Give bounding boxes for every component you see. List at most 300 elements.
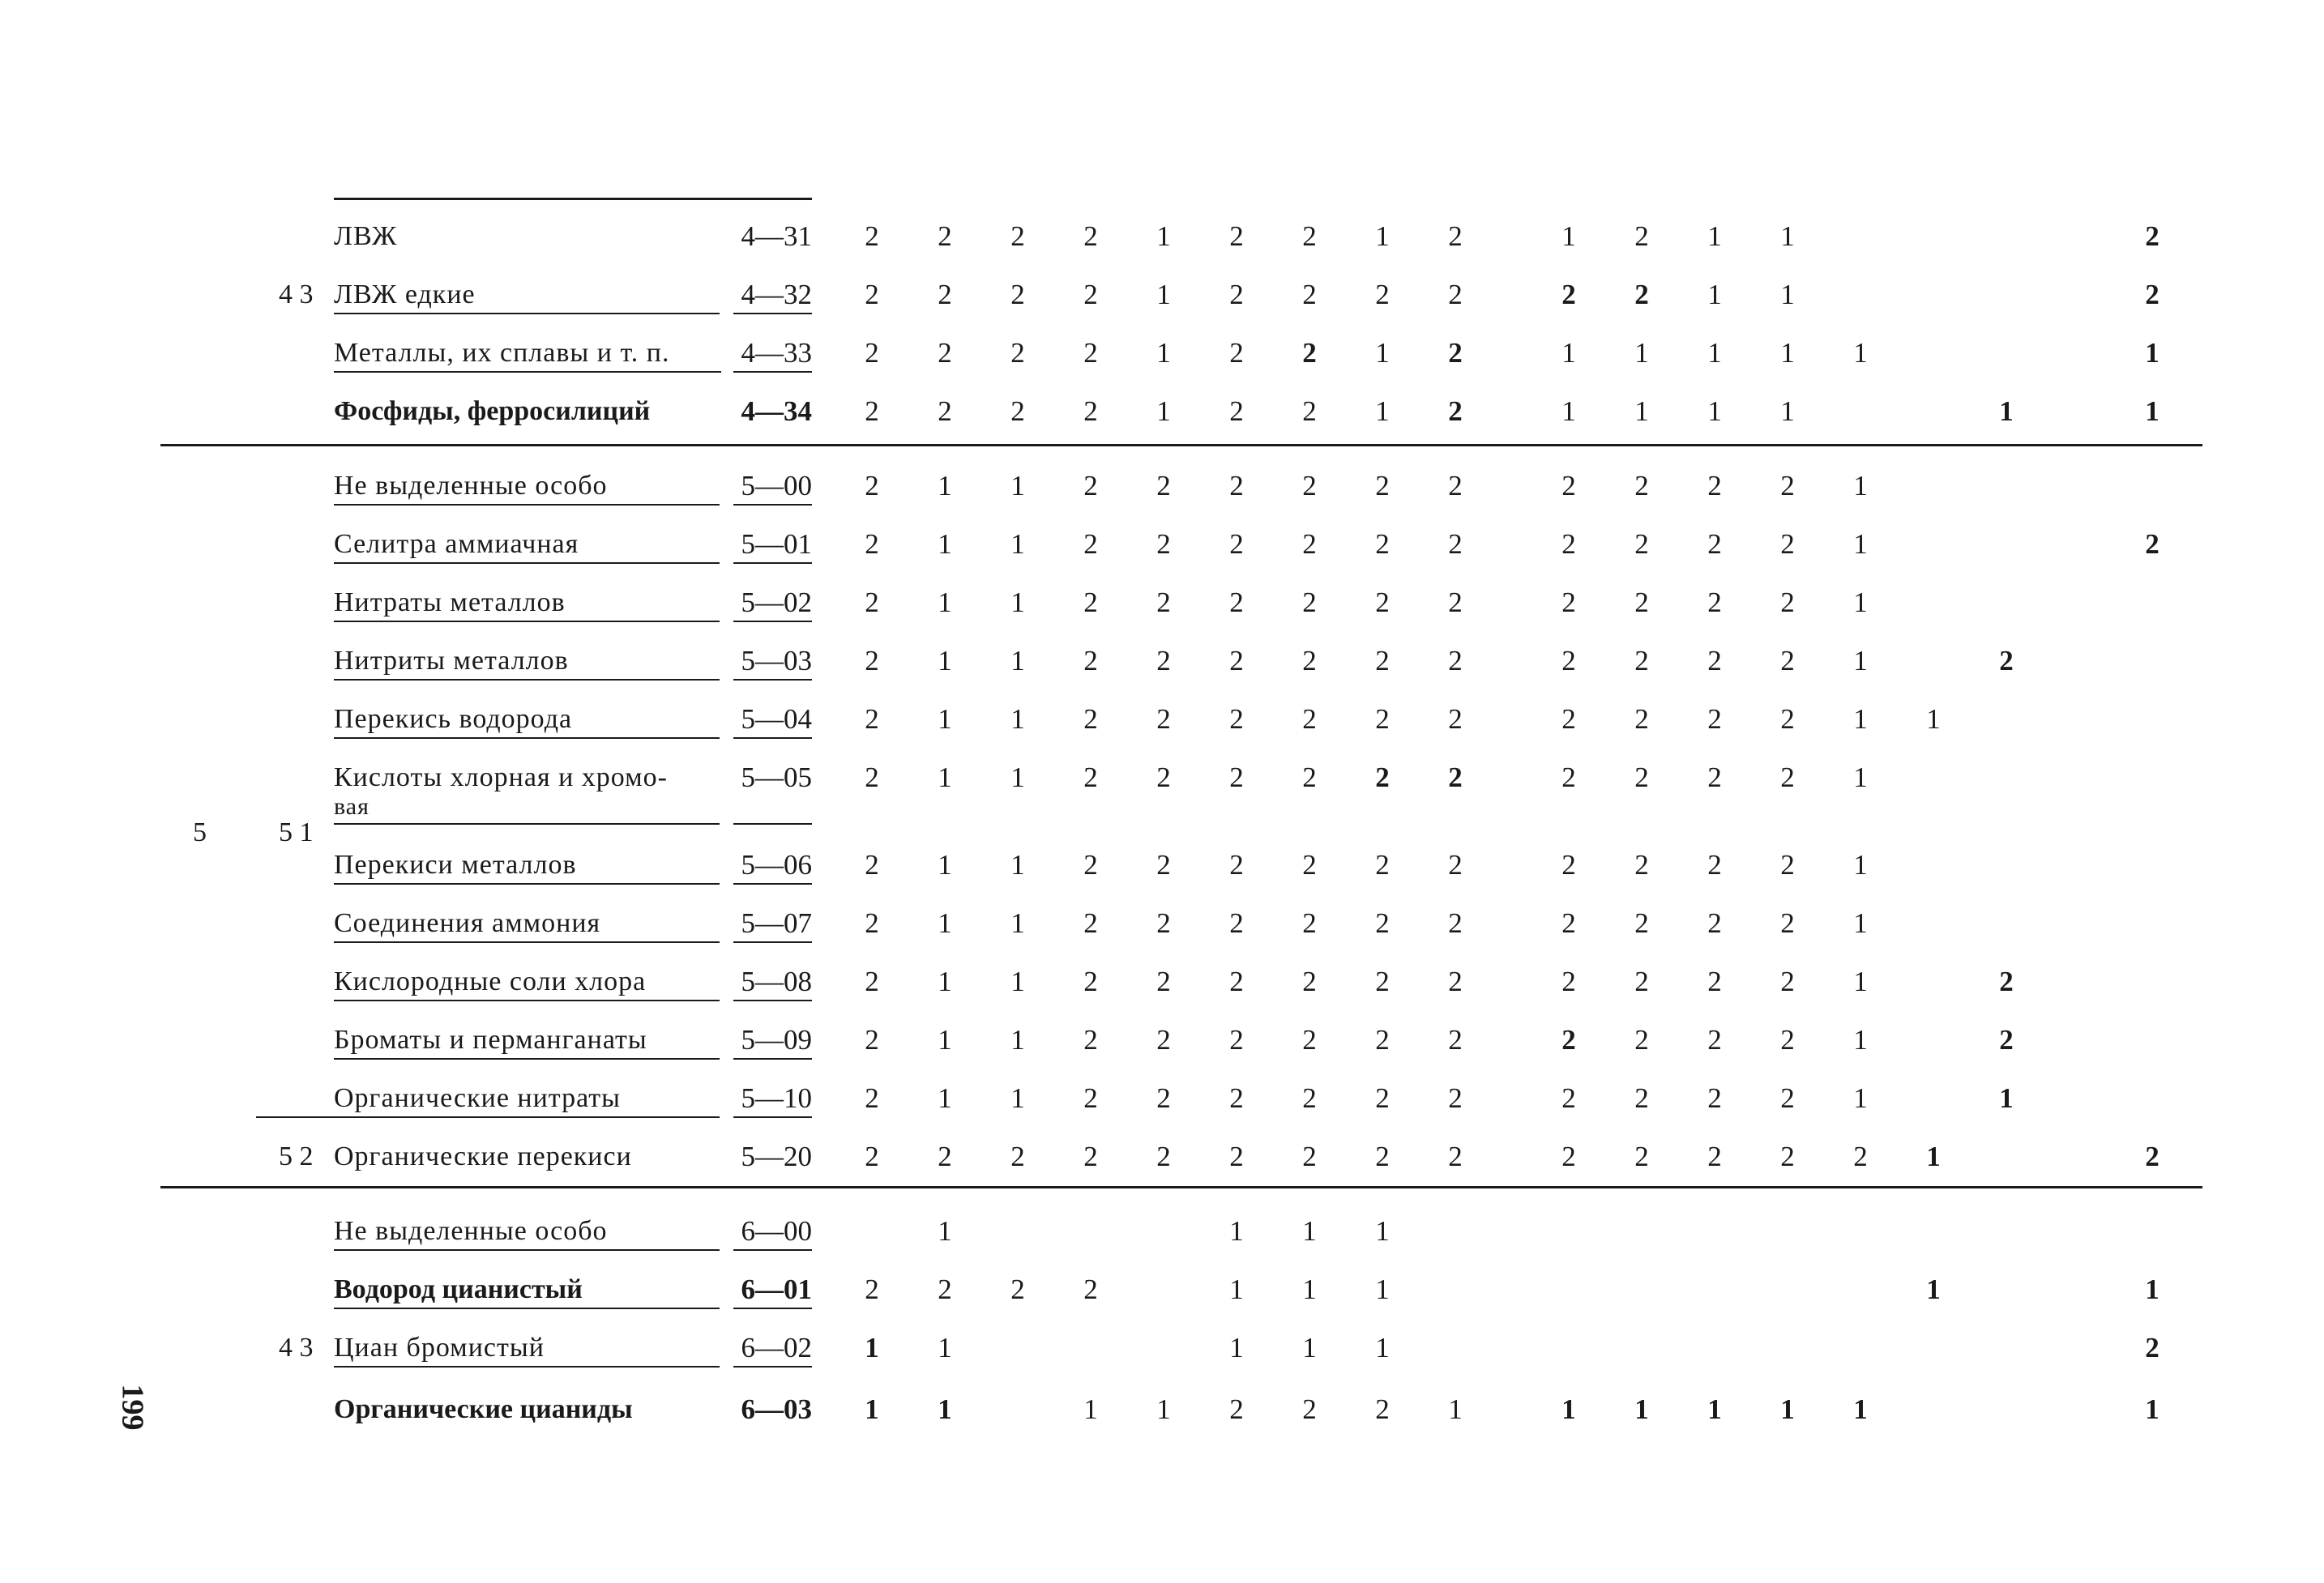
table-cell: 2	[1375, 587, 1390, 618]
code-underline	[733, 313, 812, 314]
table-cell: 1	[1853, 470, 1868, 501]
table-cell: 1	[1010, 528, 1025, 560]
table-cell: 2	[1229, 762, 1244, 793]
row-code: 5—03	[741, 645, 812, 676]
table-cell: 1	[1853, 1024, 1868, 1056]
table-cell: 2	[1010, 395, 1025, 427]
table-cell: 2	[1010, 1141, 1025, 1172]
table-cell: 1	[1780, 337, 1795, 369]
row-name: Органические цианиды	[334, 1394, 633, 1424]
table-cell: 2	[1634, 1082, 1649, 1114]
code-underline	[733, 823, 812, 825]
table-cell: 1	[938, 1332, 952, 1363]
table-cell: 1	[1229, 1332, 1244, 1363]
table-cell: 2	[865, 587, 879, 618]
table-cell: 2	[2145, 220, 2160, 252]
code-underline	[733, 941, 812, 943]
table-cell: 2	[865, 279, 879, 310]
table-cell: 2	[1707, 1082, 1722, 1114]
table-cell: 1	[938, 645, 952, 676]
table-cell: 1	[2145, 1274, 2160, 1305]
table-cell: 2	[1302, 1024, 1317, 1056]
table-cell: 2	[1780, 762, 1795, 793]
table-cell: 2	[1083, 1024, 1098, 1056]
table-cell: 2	[1302, 703, 1317, 735]
row-name: Не выделенные особо	[334, 1216, 608, 1246]
row-name: Нитраты металлов	[334, 587, 566, 617]
table-cell: 2	[865, 220, 879, 252]
table-cell: 2	[1853, 1141, 1868, 1172]
table-cell: 2	[1302, 849, 1317, 881]
table-cell: 1	[938, 528, 952, 560]
table-cell: 1	[938, 1024, 952, 1056]
table-cell: 2	[1561, 762, 1576, 793]
table-cell: 2	[1083, 703, 1098, 735]
table-cell: 1	[865, 1393, 879, 1425]
row-name: Перекись водорода	[334, 704, 573, 734]
table-cell: 1	[1999, 1082, 2014, 1114]
table-cell: 2	[1634, 762, 1649, 793]
table-cell: 2	[1083, 762, 1098, 793]
table-cell: 1	[1926, 703, 1941, 735]
table-cell: 1	[1010, 470, 1025, 501]
row-name: Металлы, их сплавы и т. п.	[334, 338, 670, 368]
row-code: 6—00	[741, 1215, 812, 1247]
code-underline	[733, 737, 812, 739]
section-rule	[160, 444, 2202, 446]
table-cell: 1	[1375, 1274, 1390, 1305]
row-code: 5—00	[741, 470, 812, 501]
table-cell: 2	[1561, 1082, 1576, 1114]
table-cell: 2	[1448, 907, 1463, 939]
table-cell: 2	[1156, 1024, 1171, 1056]
table-cell: 2	[1780, 966, 1795, 997]
code-underline	[733, 371, 812, 373]
row-name: Селитра аммиачная	[334, 529, 579, 559]
table-cell: 1	[1853, 1393, 1868, 1425]
table-cell: 1	[1707, 337, 1722, 369]
table-cell: 2	[1561, 279, 1576, 310]
code-underline	[733, 1000, 812, 1001]
table-cell: 2	[1083, 337, 1098, 369]
row-name: Циан бромистый	[334, 1333, 545, 1363]
code-underline	[733, 1366, 812, 1368]
table-cell: 2	[865, 395, 879, 427]
table-cell: 2	[1780, 703, 1795, 735]
table-cell: 1	[938, 587, 952, 618]
page-number: 199	[115, 1384, 150, 1431]
table-cell: 2	[938, 395, 952, 427]
table-cell: 2	[1448, 1141, 1463, 1172]
row-name: Броматы и перманганаты	[334, 1025, 647, 1055]
table-cell: 1	[1926, 1141, 1941, 1172]
table-cell: 1	[1375, 395, 1390, 427]
row-name: Нитриты металлов	[334, 646, 569, 676]
table-cell: 2	[1229, 1393, 1244, 1425]
row-code: 5—07	[741, 907, 812, 939]
table-cell: 1	[2145, 395, 2160, 427]
table-cell: 2	[865, 703, 879, 735]
table-cell: 2	[1229, 849, 1244, 881]
table-cell: 1	[1853, 762, 1868, 793]
table-cell: 1	[1561, 220, 1576, 252]
table-cell: 1	[1010, 966, 1025, 997]
row-name: Органические нитраты	[334, 1083, 621, 1113]
table-cell: 2	[1375, 1141, 1390, 1172]
table-cell: 1	[2145, 1393, 2160, 1425]
row-code: 5—08	[741, 966, 812, 997]
row-name: Водород цианистый	[334, 1274, 583, 1304]
table-cell: 2	[1083, 220, 1098, 252]
table-cell: 1	[1010, 907, 1025, 939]
row-code: 4—34	[741, 395, 812, 427]
row-name: Не выделенные особо	[334, 471, 608, 501]
table-cell: 1	[1780, 279, 1795, 310]
name-underline	[334, 371, 721, 373]
table-cell: 1	[1853, 528, 1868, 560]
table-cell: 1	[1853, 907, 1868, 939]
table-cell: 2	[1448, 1024, 1463, 1056]
table-cell: 1	[1156, 337, 1171, 369]
table-cell: 2	[2145, 1141, 2160, 1172]
table-cell: 2	[1561, 703, 1576, 735]
table-cell: 1	[1010, 849, 1025, 881]
table-cell: 2	[1229, 528, 1244, 560]
table-cell: 2	[1010, 220, 1025, 252]
code-underline	[733, 562, 812, 564]
table-cell: 1	[1707, 220, 1722, 252]
table-cell: 1	[1375, 220, 1390, 252]
table-cell: 1	[1853, 703, 1868, 735]
table-cell: 2	[1302, 528, 1317, 560]
table-cell: 2	[1156, 587, 1171, 618]
table-cell: 1	[1853, 966, 1868, 997]
table-cell: 2	[1634, 1024, 1649, 1056]
table-cell: 2	[1707, 1141, 1722, 1172]
table-cell: 1	[1156, 395, 1171, 427]
table-cell: 2	[1634, 470, 1649, 501]
table-cell: 2	[1375, 762, 1390, 793]
table-cell: 2	[1229, 1082, 1244, 1114]
table-cell: 2	[1634, 966, 1649, 997]
table-cell: 2	[1561, 528, 1576, 560]
table-cell: 2	[1707, 1024, 1722, 1056]
name-underline	[334, 823, 720, 825]
table-cell: 2	[938, 279, 952, 310]
table-cell: 2	[1448, 849, 1463, 881]
table-cell: 2	[1302, 1082, 1317, 1114]
table-cell: 2	[1780, 1024, 1795, 1056]
table-cell: 2	[1448, 645, 1463, 676]
table-cell: 1	[938, 1082, 952, 1114]
table-cell: 2	[938, 1274, 952, 1305]
table-cell: 1	[938, 966, 952, 997]
table-cell: 2	[1634, 1141, 1649, 1172]
table-cell: 2	[1229, 1024, 1244, 1056]
table-cell: 2	[1229, 645, 1244, 676]
table-cell: 2	[1780, 1082, 1795, 1114]
table-cell: 2	[865, 645, 879, 676]
table-cell: 1	[1853, 849, 1868, 881]
table-cell: 2	[1707, 966, 1722, 997]
table-cell: 1	[1707, 279, 1722, 310]
table-cell: 2	[1375, 1024, 1390, 1056]
table-cell: 2	[1448, 703, 1463, 735]
table-cell: 2	[865, 470, 879, 501]
group-code: 4 3	[279, 279, 314, 309]
table-cell: 1	[1010, 1024, 1025, 1056]
table-cell: 2	[1229, 395, 1244, 427]
table-cell: 2	[1707, 645, 1722, 676]
table-cell: 2	[1156, 1141, 1171, 1172]
table-cell: 2	[1229, 966, 1244, 997]
name-underline	[334, 1058, 720, 1060]
table-cell: 2	[1780, 907, 1795, 939]
row-code: 5—09	[741, 1024, 812, 1056]
name-underline	[334, 621, 720, 622]
table-cell: 2	[1448, 1082, 1463, 1114]
table-cell: 2	[1375, 279, 1390, 310]
table-cell: 1	[938, 1393, 952, 1425]
table-cell: 2	[865, 1024, 879, 1056]
table-cell: 1	[1853, 587, 1868, 618]
table-cell: 2	[1634, 907, 1649, 939]
table-cell: 2	[1083, 849, 1098, 881]
table-cell: 2	[1634, 279, 1649, 310]
code-underline	[733, 1308, 812, 1309]
table-cell: 2	[865, 528, 879, 560]
code-underline	[733, 1058, 812, 1060]
table-cell: 2	[1156, 645, 1171, 676]
table-cell: 2	[1156, 849, 1171, 881]
table-cell: 2	[1448, 966, 1463, 997]
table-cell: 2	[1083, 645, 1098, 676]
code-underline	[733, 1249, 812, 1251]
table-cell: 2	[1375, 1082, 1390, 1114]
table-cell: 2	[1010, 337, 1025, 369]
table-cell: 2	[1375, 470, 1390, 501]
name-underline	[334, 1000, 720, 1001]
name-underline	[334, 313, 720, 314]
table-cell: 2	[1561, 907, 1576, 939]
name-underline	[334, 679, 720, 681]
table-cell: 2	[1010, 1274, 1025, 1305]
row-name: Кислоты хлорная и хромо-	[334, 762, 668, 792]
table-cell: 2	[1780, 528, 1795, 560]
row-name-continuation: вая	[334, 793, 370, 820]
table-cell: 2	[1448, 395, 1463, 427]
table-cell: 1	[1010, 762, 1025, 793]
top-rule	[334, 198, 812, 200]
section-rule	[160, 1186, 2202, 1188]
table-cell: 2	[1302, 966, 1317, 997]
name-underline	[334, 1366, 720, 1368]
table-cell: 2	[1448, 470, 1463, 501]
table-cell: 2	[1375, 966, 1390, 997]
table-cell: 2	[1156, 1082, 1171, 1114]
table-cell: 2	[1229, 703, 1244, 735]
table-cell: 1	[938, 762, 952, 793]
table-cell: 1	[1010, 587, 1025, 618]
table-cell: 1	[1634, 337, 1649, 369]
table-cell: 2	[1780, 1141, 1795, 1172]
table-cell: 2	[1156, 528, 1171, 560]
table-cell: 2	[1999, 1024, 2014, 1056]
table-cell: 1	[1010, 1082, 1025, 1114]
table-cell: 2	[1375, 645, 1390, 676]
table-cell: 2	[1999, 645, 2014, 676]
table-cell: 2	[1375, 907, 1390, 939]
row-code: 5—06	[741, 849, 812, 881]
table-cell: 2	[1083, 395, 1098, 427]
table-cell: 1	[1926, 1274, 1941, 1305]
table-cell: 2	[1302, 220, 1317, 252]
table-cell: 1	[938, 907, 952, 939]
row-code: 4—31	[741, 220, 812, 252]
table-cell: 2	[1780, 645, 1795, 676]
table-cell: 2	[1302, 907, 1317, 939]
table-cell: 2	[1156, 470, 1171, 501]
table-cell: 1	[1156, 220, 1171, 252]
table-cell: 2	[865, 966, 879, 997]
table-cell: 1	[1634, 395, 1649, 427]
row-name: ЛВЖ едкие	[334, 279, 476, 309]
row-code: 4—33	[741, 337, 812, 369]
name-underline	[334, 562, 720, 564]
table-cell: 2	[865, 1141, 879, 1172]
table-cell: 2	[1707, 703, 1722, 735]
table-cell: 2	[1302, 1141, 1317, 1172]
row-name: Фосфиды, ферросилиций	[334, 396, 651, 426]
table-cell: 1	[1302, 1215, 1317, 1247]
table-cell: 2	[1707, 907, 1722, 939]
table-cell: 1	[1561, 337, 1576, 369]
table-cell: 2	[1448, 220, 1463, 252]
table-cell: 2	[1780, 587, 1795, 618]
table-cell: 1	[1083, 1393, 1098, 1425]
table-cell: 2	[1375, 703, 1390, 735]
table-cell: 2	[2145, 279, 2160, 310]
table-cell: 1	[1375, 337, 1390, 369]
table-cell: 2	[1375, 528, 1390, 560]
table-cell: 1	[1853, 337, 1868, 369]
table-cell: 2	[1083, 279, 1098, 310]
table-cell: 2	[1707, 470, 1722, 501]
table-cell: 1	[1448, 1393, 1463, 1425]
table-cell: 1	[1780, 395, 1795, 427]
table-cell: 2	[1634, 849, 1649, 881]
table-cell: 2	[1707, 528, 1722, 560]
table-cell: 2	[1448, 528, 1463, 560]
table-cell: 2	[1302, 337, 1317, 369]
table-cell: 1	[1375, 1215, 1390, 1247]
table-cell: 1	[1010, 703, 1025, 735]
name-underline	[334, 1249, 720, 1251]
group-code: 4 3	[279, 1333, 314, 1363]
table-cell: 1	[1010, 645, 1025, 676]
table-cell: 1	[2145, 337, 2160, 369]
row-code: 6—01	[741, 1274, 812, 1305]
table-cell: 2	[1229, 587, 1244, 618]
code-underline	[733, 679, 812, 681]
row-code: 4—32	[741, 279, 812, 310]
table-cell: 1	[1999, 395, 2014, 427]
table-cell: 1	[1375, 1332, 1390, 1363]
table-cell: 2	[2145, 528, 2160, 560]
table-cell: 2	[1561, 645, 1576, 676]
table-cell: 1	[1707, 1393, 1722, 1425]
table-cell: 2	[865, 1082, 879, 1114]
table-cell: 2	[1229, 907, 1244, 939]
row-name: Перекиси металлов	[334, 850, 577, 880]
name-underline	[334, 737, 720, 739]
table-cell: 2	[938, 220, 952, 252]
table-cell: 2	[865, 1274, 879, 1305]
table-cell: 2	[1561, 849, 1576, 881]
table-cell: 2	[1448, 337, 1463, 369]
table-cell: 2	[1229, 470, 1244, 501]
table-cell: 2	[2145, 1332, 2160, 1363]
table-cell: 2	[1302, 279, 1317, 310]
table-cell: 2	[1302, 470, 1317, 501]
row-code: 6—02	[741, 1332, 812, 1363]
table-cell: 2	[1375, 849, 1390, 881]
code-underline	[733, 883, 812, 885]
table-cell: 2	[1083, 1141, 1098, 1172]
table-cell: 2	[1083, 907, 1098, 939]
table-cell: 2	[1634, 587, 1649, 618]
table-cell: 1	[1156, 279, 1171, 310]
code-underline	[733, 1116, 812, 1118]
table-cell: 2	[1448, 587, 1463, 618]
row-code: 5—10	[741, 1082, 812, 1114]
row-name: Кислородные соли хлора	[334, 966, 647, 996]
group-code: 5 2	[279, 1141, 314, 1171]
table-cell: 2	[1448, 279, 1463, 310]
table-cell: 2	[1561, 470, 1576, 501]
table-cell: 2	[1302, 762, 1317, 793]
row-code: 5—01	[741, 528, 812, 560]
table-cell: 1	[1634, 1393, 1649, 1425]
table-cell: 2	[1634, 220, 1649, 252]
table-cell: 2	[1083, 1082, 1098, 1114]
table-cell: 1	[1780, 220, 1795, 252]
name-underline	[256, 1116, 720, 1118]
table-cell: 2	[1780, 849, 1795, 881]
table-cell: 1	[1302, 1332, 1317, 1363]
row-code: 5—02	[741, 587, 812, 618]
row-code: 6—03	[741, 1393, 812, 1425]
table-cell: 2	[1156, 762, 1171, 793]
row-name: ЛВЖ	[334, 221, 398, 251]
name-underline	[334, 504, 720, 506]
table-cell: 2	[1083, 470, 1098, 501]
table-cell: 2	[865, 907, 879, 939]
table-cell: 1	[938, 849, 952, 881]
table-cell: 2	[1561, 1024, 1576, 1056]
table-cell: 2	[1156, 966, 1171, 997]
table-cell: 2	[1634, 703, 1649, 735]
table-cell: 1	[938, 703, 952, 735]
table-cell: 2	[1634, 528, 1649, 560]
table-cell: 2	[1083, 587, 1098, 618]
name-underline	[334, 883, 720, 885]
group-code: 5 1	[279, 817, 314, 847]
row-code: 5—20	[741, 1141, 812, 1172]
class-label: 5	[193, 817, 207, 847]
table-cell: 1	[1229, 1274, 1244, 1305]
table-cell: 2	[1229, 337, 1244, 369]
